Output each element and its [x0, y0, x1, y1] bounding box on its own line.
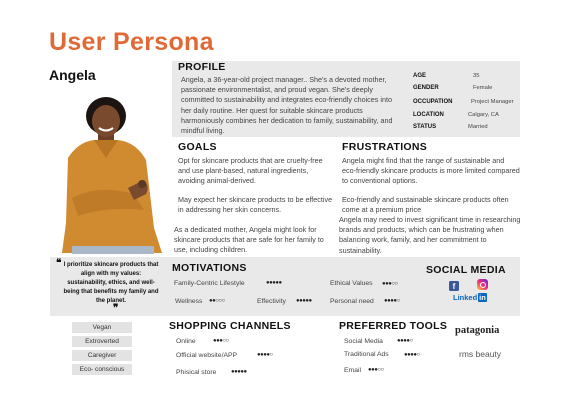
channel-label: Phisical store — [176, 369, 217, 376]
linkedin-box: in — [479, 293, 486, 302]
fact-key: STATUS — [413, 124, 437, 130]
motivations-heading: MOTIVATIONS — [172, 262, 247, 274]
quote-close-icon: ❞ — [113, 303, 119, 314]
tool-label: Email — [344, 367, 361, 374]
trait-tag: Extroverted — [72, 336, 132, 347]
brand-logo-patagonia: patagonia — [455, 325, 500, 336]
quote-open-icon: ❝ — [56, 258, 62, 269]
tools-heading: PREFERRED TOOLS — [339, 320, 448, 332]
motivation-label: Effectivity — [257, 298, 286, 305]
shopping-heading: SHOPPING CHANNELS — [169, 320, 291, 332]
profile-text: Angela, a 36-year-old project manager.. She's a devoted mother, passionate environmentalist, and proud vegan. She's deeply committed to sustainability and integrates eco-friendly choices into her daily routine. Her quest for suitable skincare products harmoniously combines her dedication to family, sustainability, and mindful living. — [181, 75, 393, 136]
goal-item: May expect her skincare products to be effective in addressing her skin concerns. — [178, 195, 333, 215]
persona-quote: I prioritize skincare products that align with my values: sustainability, ethics, and well-being that benefits my family and the planet. — [63, 262, 159, 304]
linkedin-text: Linked — [453, 293, 478, 302]
fact-value: Calgary, CA — [468, 112, 499, 118]
fact-value: 35 — [473, 73, 480, 79]
rating-dots: ●●●○○ — [382, 281, 398, 287]
rating-dots: ●●●○○ — [368, 367, 384, 373]
motivation-label: Personal need — [330, 298, 374, 305]
rating-dots: ●●●○○ — [213, 338, 229, 344]
frustration-item: Angela may need to invest significant time in researching brands and products, which can be frustrating when balancing work, family, and her commitment to sustainability. — [339, 215, 521, 255]
rating-dots: ●●●●○ — [397, 338, 413, 344]
persona-photo — [58, 88, 168, 258]
channel-label: Official website/APP — [176, 352, 238, 359]
rating-dots: ●●○○○ — [209, 298, 225, 304]
instagram-icon[interactable] — [477, 279, 488, 290]
frustration-item: Eco-friendly and sustainable skincare products often come at a premium price — [342, 195, 509, 215]
persona-name: Angela — [49, 67, 96, 83]
fact-key: LOCATION — [413, 112, 444, 118]
frustrations-heading: FRUSTRATIONS — [342, 141, 428, 153]
fact-value: Project Manager — [471, 99, 514, 105]
social-heading: SOCIAL MEDIA — [426, 264, 506, 276]
trait-tag: Vegan — [72, 322, 132, 333]
motivation-label: Ethical Values — [330, 280, 373, 287]
fact-value: Married — [468, 124, 488, 130]
trait-tag: Caregiver — [72, 350, 132, 361]
tool-label: Social Media — [344, 338, 383, 345]
rating-dots: ●●●●○ — [257, 352, 273, 358]
channel-label: Online — [176, 338, 196, 345]
rating-dots: ●●●●● — [231, 369, 247, 375]
rating-dots: ●●●●● — [266, 280, 282, 286]
fact-key: GENDER — [413, 85, 439, 91]
rating-dots: ●●●●○ — [404, 352, 420, 358]
goal-item: Opt for skincare products that are cruelty-free and use plant-based, natural ingredients, avoiding animal-derived. — [178, 156, 323, 186]
page-title: User Persona — [49, 28, 214, 56]
fact-key: AGE — [413, 73, 427, 79]
rating-dots: ●●●●○ — [384, 298, 400, 304]
fact-key: OCCUPATION — [413, 99, 453, 105]
motivation-label: Family-Centric Lifestyle — [174, 280, 245, 287]
rating-dots: ●●●●● — [296, 298, 312, 304]
frustration-item: Angela might find that the range of sustainable and eco-friendly skincare products is more limited compared to conventional options. — [342, 156, 520, 186]
brand-logo-rms-beauty: rms beauty — [459, 349, 502, 359]
profile-facts — [408, 66, 520, 136]
facebook-icon[interactable]: f — [449, 281, 459, 291]
fact-value: Female — [473, 85, 493, 91]
goal-item: As a dedicated mother, Angela might look for skincare products that are safe for her family to use, including children. — [174, 225, 324, 255]
linkedin-icon[interactable] — [453, 293, 487, 302]
tool-label: Traditional Ads — [344, 351, 389, 358]
profile-heading: PROFILE — [178, 61, 226, 73]
trait-tag: Eco- conscious — [72, 364, 132, 375]
goals-heading: GOALS — [178, 141, 217, 153]
motivation-label: Wellness — [175, 298, 203, 305]
